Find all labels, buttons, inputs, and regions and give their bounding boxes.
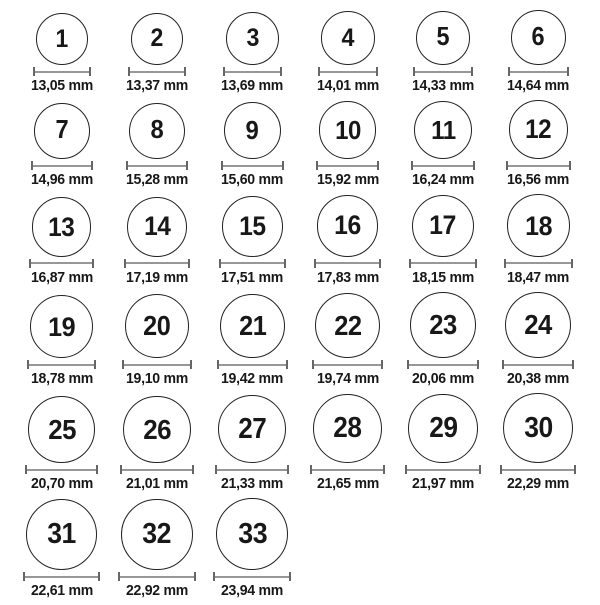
ring-circle <box>222 196 283 257</box>
diameter-label: 16,87 mm <box>30 268 93 286</box>
ring-circle <box>509 100 568 159</box>
ring-size-number: 17 <box>429 210 457 241</box>
diameter-dimension-line <box>409 259 477 268</box>
dimension-bar <box>409 364 477 366</box>
ring-size-cell <box>14 498 109 605</box>
diameter-dimension-line <box>124 259 190 268</box>
ring-size-number: 7 <box>55 116 68 145</box>
diameter-dimension-line <box>221 161 284 170</box>
ring-size-number: 5 <box>436 23 450 52</box>
dimension-bar <box>215 576 289 578</box>
size-row <box>14 393 586 498</box>
dimension-bar <box>223 165 282 167</box>
ring-circle <box>224 102 281 159</box>
diameter-label: 15,28 mm <box>125 171 189 188</box>
ring-size-cell <box>109 194 204 292</box>
ring-size-cell <box>205 393 300 498</box>
dimension-bar <box>130 71 185 73</box>
ring-size-number: 15 <box>239 210 266 241</box>
ring-size-number: 10 <box>334 115 361 146</box>
diameter-label: 17,51 mm <box>221 268 284 286</box>
diameter-label: 19,74 mm <box>316 370 379 387</box>
ring-circle <box>315 293 380 358</box>
diameter-label: 21,65 mm <box>316 475 379 493</box>
dimension-bar <box>508 165 569 167</box>
diameter-dimension-line <box>217 360 288 369</box>
ring-size-number: 18 <box>524 209 552 241</box>
ring-circle <box>410 292 476 358</box>
dimension-bar <box>407 469 479 471</box>
diameter-dimension-line <box>500 465 576 474</box>
dimension-bar <box>27 469 96 471</box>
ring-size-cell <box>395 10 490 100</box>
dimension-bar <box>219 364 286 366</box>
diameter-label: 14,01 mm <box>316 77 379 95</box>
ring-size-cell <box>109 100 204 194</box>
diameter-dimension-line <box>314 259 381 268</box>
dimension-right-tick-icon <box>569 161 571 170</box>
ring-size-cell <box>205 100 300 194</box>
ring-size-cell <box>14 100 109 194</box>
ring-size-number: 24 <box>524 308 553 340</box>
ring-size-cell <box>491 10 586 100</box>
ring-size-number: 6 <box>531 22 545 51</box>
diameter-dimension-line <box>219 259 286 268</box>
ring-size-cell <box>300 292 395 393</box>
dimension-right-tick-icon <box>479 465 481 474</box>
ring-circle <box>131 13 184 66</box>
ring-circle <box>220 294 285 359</box>
diameter-label: 21,33 mm <box>221 475 284 493</box>
diameter-label: 18,78 mm <box>30 370 93 387</box>
dimension-right-tick-icon <box>96 465 98 474</box>
ring-circle <box>127 197 187 257</box>
dimension-bar <box>120 576 193 578</box>
dimension-right-tick-icon <box>376 67 378 76</box>
dimension-right-tick-icon <box>473 161 475 170</box>
dimension-bar <box>318 165 378 167</box>
diameter-label: 21,97 mm <box>411 475 474 493</box>
ring-size-number: 13 <box>48 211 75 242</box>
ring-size-cell <box>395 393 490 498</box>
ring-size-cell <box>300 393 395 498</box>
diameter-dimension-line <box>504 259 573 268</box>
diameter-dimension-line <box>23 572 100 581</box>
diameter-dimension-line <box>411 161 475 170</box>
diameter-label: 22,92 mm <box>125 582 189 600</box>
dimension-right-tick-icon <box>477 360 479 369</box>
diameter-label: 19,42 mm <box>221 370 284 387</box>
diameter-dimension-line <box>318 67 378 76</box>
ring-size-number: 9 <box>245 114 259 145</box>
ring-size-number: 11 <box>430 114 456 145</box>
dimension-bar <box>411 262 475 264</box>
ring-size-cell <box>300 194 395 292</box>
ring-circle <box>216 498 288 570</box>
dimension-bar <box>122 469 192 471</box>
ring-circle <box>36 13 88 65</box>
diameter-label: 18,15 mm <box>411 268 474 286</box>
ring-size-cell <box>300 100 395 194</box>
ring-circle <box>414 101 472 159</box>
dimension-right-tick-icon <box>184 67 186 76</box>
diameter-dimension-line <box>213 572 291 581</box>
dimension-right-tick-icon <box>572 360 574 369</box>
ring-circle <box>511 10 566 65</box>
ring-circle <box>412 195 474 257</box>
dimension-bar <box>35 71 89 73</box>
dimension-bar <box>320 71 376 73</box>
dimension-right-tick-icon <box>475 259 477 268</box>
dimension-right-tick-icon <box>284 259 286 268</box>
size-row <box>14 100 586 194</box>
ring-size-cell <box>109 498 204 605</box>
diameter-label: 19,10 mm <box>125 370 189 387</box>
ring-size-cell <box>109 292 204 393</box>
ring-size-number: 26 <box>143 413 171 446</box>
size-row <box>14 498 586 605</box>
ring-size-cell <box>14 292 109 393</box>
dimension-right-tick-icon <box>381 360 383 369</box>
diameter-dimension-line <box>25 465 98 474</box>
ring-size-cell <box>14 10 109 100</box>
ring-size-cell <box>491 292 586 393</box>
dimension-right-tick-icon <box>92 259 94 268</box>
diameter-dimension-line <box>29 259 95 268</box>
diameter-label: 20,70 mm <box>30 475 93 493</box>
ring-size-number: 12 <box>525 114 552 145</box>
ring-circle <box>32 197 92 257</box>
diameter-dimension-line <box>215 465 289 474</box>
diameter-dimension-line <box>31 161 93 170</box>
ring-circle <box>30 295 93 358</box>
ring-size-number: 23 <box>429 309 457 341</box>
diameter-dimension-line <box>118 572 195 581</box>
ring-circle <box>321 11 375 65</box>
dimension-right-tick-icon <box>192 465 194 474</box>
dimension-bar <box>502 469 574 471</box>
diameter-dimension-line <box>413 67 474 76</box>
ring-circle <box>125 294 189 358</box>
diameter-label: 13,69 mm <box>221 77 284 95</box>
diameter-dimension-line <box>407 360 479 369</box>
ring-circle <box>317 195 378 256</box>
diameter-label: 20,38 mm <box>507 370 570 387</box>
dimension-bar <box>504 364 572 366</box>
dimension-right-tick-icon <box>287 465 289 474</box>
ring-size-number: 8 <box>150 115 164 144</box>
ring-size-number: 30 <box>524 411 553 444</box>
ring-circle <box>505 292 571 358</box>
diameter-dimension-line <box>405 465 481 474</box>
dimension-bar <box>128 165 186 167</box>
ring-size-number: 3 <box>246 23 259 52</box>
diameter-label: 20,06 mm <box>411 370 474 387</box>
diameter-label: 18,47 mm <box>507 268 570 286</box>
diameter-dimension-line <box>223 67 282 76</box>
dimension-right-tick-icon <box>186 161 188 170</box>
dimension-right-tick-icon <box>286 360 288 369</box>
ring-size-cell <box>205 292 300 393</box>
diameter-dimension-line <box>312 360 383 369</box>
diameter-dimension-line <box>122 360 192 369</box>
ring-circle <box>26 499 97 570</box>
ring-size-number: 27 <box>238 412 267 445</box>
ring-size-number: 19 <box>48 310 76 342</box>
dimension-bar <box>506 262 571 264</box>
dimension-right-tick-icon <box>383 465 385 474</box>
ring-size-cell <box>491 393 586 498</box>
dimension-right-tick-icon <box>280 67 282 76</box>
ring-circle <box>218 395 286 463</box>
size-row <box>14 194 586 292</box>
ring-size-number: 32 <box>142 517 172 550</box>
diameter-dimension-line <box>27 360 96 369</box>
dimension-right-tick-icon <box>574 465 576 474</box>
dimension-right-tick-icon <box>94 360 96 369</box>
dimension-right-tick-icon <box>91 161 93 170</box>
ring-size-number: 16 <box>334 210 361 241</box>
ring-size-cell <box>205 194 300 292</box>
ring-size-number: 33 <box>237 517 267 550</box>
diameter-dimension-line <box>33 67 91 76</box>
diameter-label: 22,61 mm <box>30 582 93 600</box>
ring-circle <box>503 393 573 463</box>
dimension-right-tick-icon <box>282 161 284 170</box>
ring-size-number: 14 <box>143 211 171 242</box>
ring-circle <box>129 103 185 159</box>
ring-circle <box>123 396 191 464</box>
ring-size-cell <box>14 393 109 498</box>
ring-circle <box>319 101 377 159</box>
ring-size-cell <box>491 194 586 292</box>
diameter-label: 13,37 mm <box>125 77 189 95</box>
dimension-right-tick-icon <box>89 67 91 76</box>
diameter-label: 16,56 mm <box>507 171 570 188</box>
dimension-right-tick-icon <box>377 161 379 170</box>
dimension-bar <box>217 469 287 471</box>
size-row <box>14 292 586 393</box>
dimension-bar <box>29 364 94 366</box>
diameter-label: 14,96 mm <box>30 171 93 188</box>
diameter-dimension-line <box>502 360 574 369</box>
dimension-bar <box>415 71 472 73</box>
dimension-bar <box>312 469 383 471</box>
diameter-label: 15,60 mm <box>221 171 284 188</box>
dimension-bar <box>221 262 284 264</box>
ring-size-number: 21 <box>238 309 266 341</box>
ring-circle <box>121 499 192 570</box>
dimension-right-tick-icon <box>571 259 573 268</box>
ring-circle <box>313 394 382 463</box>
diameter-dimension-line <box>128 67 187 76</box>
ring-size-cell <box>109 10 204 100</box>
diameter-label: 16,24 mm <box>411 171 474 188</box>
dimension-bar <box>124 364 190 366</box>
diameter-dimension-line <box>508 67 569 76</box>
dimension-bar <box>126 262 188 264</box>
ring-size-cell <box>491 100 586 194</box>
dimension-bar <box>316 262 379 264</box>
dimension-right-tick-icon <box>190 360 192 369</box>
dimension-right-tick-icon <box>98 572 100 581</box>
ring-size-cell <box>205 498 300 605</box>
ring-size-number: 29 <box>428 412 458 445</box>
dimension-right-tick-icon <box>194 572 196 581</box>
diameter-label: 22,29 mm <box>507 475 570 493</box>
diameter-label: 14,33 mm <box>411 77 474 95</box>
ring-circle <box>416 11 471 66</box>
ring-size-cell <box>109 393 204 498</box>
ring-circle <box>507 194 570 257</box>
ring-circle <box>226 12 279 65</box>
dimension-right-tick-icon <box>289 572 291 581</box>
dimension-bar <box>314 364 381 366</box>
dimension-bar <box>25 576 98 578</box>
diameter-label: 23,94 mm <box>221 582 284 600</box>
ring-circle <box>28 396 95 463</box>
ring-size-number: 1 <box>55 24 68 53</box>
dimension-bar <box>31 262 93 264</box>
ring-size-cell <box>300 10 395 100</box>
ring-size-number: 25 <box>47 413 76 445</box>
dimension-right-tick-icon <box>471 67 473 76</box>
ring-circle <box>34 103 90 159</box>
dimension-right-tick-icon <box>188 259 190 268</box>
diameter-dimension-line <box>126 161 188 170</box>
ring-size-cell <box>395 100 490 194</box>
dimension-right-tick-icon <box>379 259 381 268</box>
dimension-bar <box>510 71 567 73</box>
diameter-label: 21,01 mm <box>125 475 189 493</box>
diameter-label: 13,05 mm <box>30 77 93 95</box>
dimension-right-tick-icon <box>567 67 569 76</box>
ring-circle <box>408 394 478 464</box>
diameter-label: 17,83 mm <box>316 268 379 286</box>
dimension-bar <box>413 165 473 167</box>
ring-size-number: 4 <box>341 23 354 52</box>
ring-size-number: 2 <box>150 24 164 53</box>
size-row <box>14 10 586 100</box>
diameter-label: 15,92 mm <box>316 171 379 188</box>
diameter-dimension-line <box>506 161 571 170</box>
dimension-bar <box>33 165 91 167</box>
ring-size-cell <box>395 292 490 393</box>
diameter-dimension-line <box>316 161 380 170</box>
diameter-dimension-line <box>120 465 194 474</box>
diameter-label: 14,64 mm <box>507 77 570 95</box>
ring-size-cell <box>14 194 109 292</box>
diameter-label: 17,19 mm <box>125 268 189 286</box>
ring-size-number: 31 <box>47 518 76 551</box>
dimension-bar <box>225 71 280 73</box>
ring-size-cell <box>205 10 300 100</box>
ring-size-cell <box>395 194 490 292</box>
ring-size-number: 28 <box>333 412 362 445</box>
ring-size-number: 22 <box>333 309 362 341</box>
diameter-dimension-line <box>310 465 385 474</box>
ring-size-number: 20 <box>143 310 171 342</box>
